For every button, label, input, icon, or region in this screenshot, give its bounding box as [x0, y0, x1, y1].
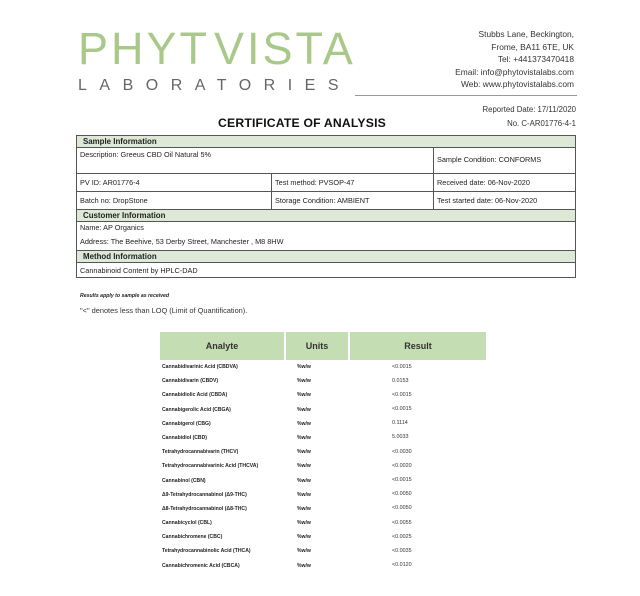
analyte-result: <0.0015: [392, 406, 412, 413]
analyte-header: Analyte: [160, 332, 284, 360]
analyte-name: Cannabinol (CBN): [162, 477, 206, 484]
table-row: [160, 445, 486, 459]
address-line: Frome, BA11 6TE, UK: [491, 41, 574, 52]
analyte-units: %w/w: [297, 364, 311, 370]
address-line: Stubbs Lane, Beckington,: [478, 29, 574, 39]
analyte-result: 0.1114: [392, 420, 408, 427]
reported-date: Reported Date: 17/11/2020: [482, 105, 576, 114]
analyte-result: <0.0055: [392, 519, 412, 526]
analyte-units: %w/w: [297, 449, 311, 456]
table-row: [160, 516, 486, 530]
analyte-result: <0.0025: [392, 533, 412, 540]
pv-id: PV ID: AR01776-4: [77, 174, 272, 191]
analyte-result: <0.0030: [392, 448, 412, 455]
table-row: [160, 459, 486, 473]
company-address: [455, 28, 574, 91]
phone-line: Tel: +441373470418: [497, 54, 574, 64]
info-table: [76, 135, 576, 278]
web-line: Web: www.phytovistalabs.com: [461, 79, 574, 89]
table-row: [77, 148, 575, 174]
analyte-result: <0.0015: [392, 477, 412, 483]
table-row: [160, 544, 486, 558]
method-section-header: Method Information: [77, 251, 575, 263]
customer-section-header: Customer Information: [77, 210, 575, 222]
analyte-units: %w/w: [297, 548, 311, 555]
analyte-name: Tetrahydrocannabinolic Acid (THCA): [162, 548, 251, 555]
results-body: [160, 360, 486, 573]
analyte-result: <0.0015: [392, 363, 412, 370]
analyte-result: 0.0153: [392, 377, 409, 384]
analyte-units: %w/w: [297, 392, 311, 399]
table-row: [160, 360, 486, 374]
company-logo: [78, 23, 356, 95]
loq-note: "<" denotes less than LOQ (Limit of Quantification).: [80, 306, 248, 315]
analyte-name: Tetrahydrocannabivarinic Acid (THCVA): [162, 463, 259, 470]
analyte-units: %w/w: [297, 491, 311, 498]
analyte-name: Cannabidiol (CBD): [162, 434, 207, 441]
test-started-date: Test started date: 06-Nov-2020: [437, 196, 538, 205]
method-text: Cannabinoid Content by HPLC-DAD: [80, 266, 198, 275]
table-row: [160, 431, 486, 445]
analyte-units: %w/w: [297, 378, 311, 385]
report-meta: [483, 103, 577, 131]
analyte-result: <0.0035: [392, 547, 412, 554]
logo-text-left: PHYT: [78, 23, 211, 74]
table-row: [160, 530, 486, 544]
table-row: [77, 174, 575, 192]
table-row: [77, 192, 575, 210]
table-row: [160, 417, 486, 431]
storage-condition: Storage Condition: AMBIENT: [272, 192, 434, 209]
analyte-name: Cannabichromene (CBC): [162, 534, 223, 541]
analyte-result: <0.0120: [392, 562, 412, 569]
email-line: Email: info@phytovistalabs.com: [455, 66, 574, 77]
customer-name: Name: AP Organics: [80, 223, 144, 232]
logo-subtitle: LABORATORIES: [78, 77, 351, 94]
results-header-row: [160, 332, 486, 360]
analyte-name: Cannabicyclol (CBL): [162, 520, 212, 527]
batch-number: Batch no: DropStone: [77, 192, 272, 209]
analyte-units: %w/w: [297, 420, 311, 427]
result-header: Result: [350, 332, 486, 360]
analyte-units: %w/w: [297, 477, 311, 484]
document-title: CERTIFICATE OF ANALYSIS: [218, 116, 387, 130]
table-row: [160, 559, 486, 573]
analyte-units: %w/w: [297, 534, 311, 541]
analyte-name: Δ9-Tetrahydrocannabinol (Δ9-THC): [162, 491, 247, 498]
logo-text-right: VISTA: [214, 23, 356, 74]
analyte-name: Cannabichromenic Acid (CBCA): [162, 562, 240, 569]
sample-section-header: Sample Information: [77, 136, 575, 148]
table-row: [160, 502, 486, 516]
analyte-units: %w/w: [297, 562, 311, 569]
analyte-name: Cannabigerol (CBG): [162, 420, 211, 427]
analyte-name: Cannabidiolic Acid (CBDA): [162, 392, 228, 399]
table-row: [160, 403, 486, 417]
sample-description: Description: Greeus CBD Oil Natural 5%: [77, 148, 434, 173]
analyte-units: %w/w: [297, 434, 311, 441]
table-row: [160, 488, 486, 502]
analyte-name: Cannabigerolic Acid (CBGA): [162, 406, 231, 413]
analyte-result: <0.0050: [392, 505, 412, 512]
analyte-result: <0.0020: [392, 462, 412, 469]
results-apply-note: Results apply to sample as received: [80, 293, 170, 299]
analyte-units: %w/w: [297, 406, 311, 413]
analyte-result: 5.0033: [392, 434, 409, 441]
analyte-result: <0.0015: [392, 391, 412, 398]
results-table: [160, 332, 486, 573]
analyte-result: <0.0050: [392, 491, 412, 498]
table-row: [77, 263, 575, 277]
table-row: [77, 222, 575, 251]
analyte-units: %w/w: [297, 463, 311, 470]
logo-wordmark: [78, 23, 356, 74]
analyte-name: Tetrahydrocannabivarin (THCV): [162, 449, 239, 456]
test-method: Test method: PVSOP-47: [272, 174, 434, 191]
customer-address: Address: The Beehive, 53 Derby Street, Manchester , M8 8HW: [80, 237, 284, 246]
units-header: Units: [286, 332, 348, 360]
analyte-name: Δ8-Tetrahydrocannabinol (Δ8-THC): [162, 505, 247, 512]
table-row: [160, 374, 486, 388]
received-date: Received date: 06-Nov-2020: [437, 178, 530, 187]
sample-condition: Sample Condition: CONFORMS: [437, 155, 542, 164]
table-row: [160, 388, 486, 402]
analyte-name: Cannabidivarin (CBDV): [162, 378, 219, 385]
table-row: [160, 474, 486, 488]
analyte-name: Cannabidivarinic Acid (CBDVA): [162, 364, 238, 370]
header-divider: [355, 95, 577, 96]
analyte-units: %w/w: [297, 505, 311, 512]
report-number: No. C-AR01776-4-1: [507, 119, 576, 128]
analyte-units: %w/w: [297, 520, 311, 527]
